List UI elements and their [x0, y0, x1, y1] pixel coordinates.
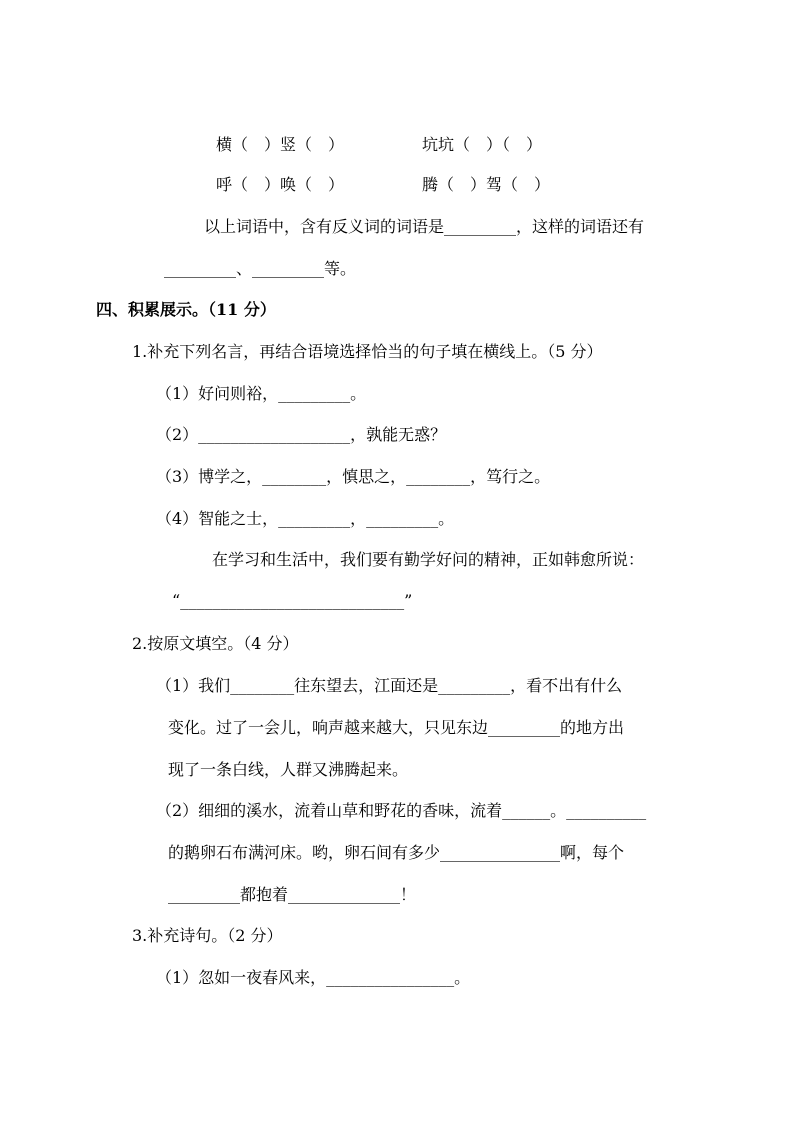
question-2-p1-line2: 变化。过了一会儿，响声越来越大，只见东边_________的地方出 [168, 718, 625, 737]
question-1-title: 1.补充下列名言，再结合语境选择恰当的句子填在横线上。（5 分） [132, 342, 603, 361]
question-1-item-1: （1）好问则裕，_________。 [156, 384, 367, 403]
antonym-question-line2: _________、_________等。 [164, 259, 357, 278]
antonym-question-line1: 以上词语中，含有反义词的词语是_________，这样的词语还有 [204, 217, 645, 236]
question-2-p2-line2: 的鹅卵石布满河床。哟，卵石间有多少_______________啊，每个 [168, 843, 625, 862]
word-pair-row1-left: 横（ ）竖（ ） [216, 135, 345, 154]
question-2-p1-line3: 现了一条白线，人群又沸腾起来。 [168, 760, 409, 779]
question-3-title: 3.补充诗句。（2 分） [132, 926, 283, 945]
word-pair-row1-right: 坑坑（ ）（ ） [422, 135, 543, 154]
question-2-p2-line3: _________都抱着______________！ [168, 885, 417, 904]
question-2-title: 2.按原文填空。（4 分） [132, 634, 299, 653]
question-1-context-line1: 在学习和生活中，我们要有勤学好问的精神，正如韩愈所说： [212, 550, 645, 569]
section-heading: 四、积累展示。（11 分） [96, 300, 276, 319]
question-2-p2-line1: （2）细细的溪水，流着山草和野花的香味，流着______。__________ [156, 801, 647, 820]
question-3-item-1: （1）忽如一夜春风来，________________。 [156, 968, 471, 987]
word-pair-row2-right: 腾（ ）驾（ ） [422, 175, 551, 194]
question-1-item-4: （4）智能之士，_________，_________。 [156, 509, 455, 528]
question-1-context-line2: “____________________________” [172, 591, 413, 610]
question-1-item-3: （3）博学之，________，慎思之，________，笃行之。 [156, 467, 551, 486]
question-1-item-2: （2）___________________，孰能无惑？ [156, 425, 447, 444]
word-pair-row2-left: 呼（ ）唤（ ） [216, 175, 345, 194]
question-2-p1-line1: （1）我们________往东望去，江面还是_________，看不出有什么 [156, 676, 623, 695]
